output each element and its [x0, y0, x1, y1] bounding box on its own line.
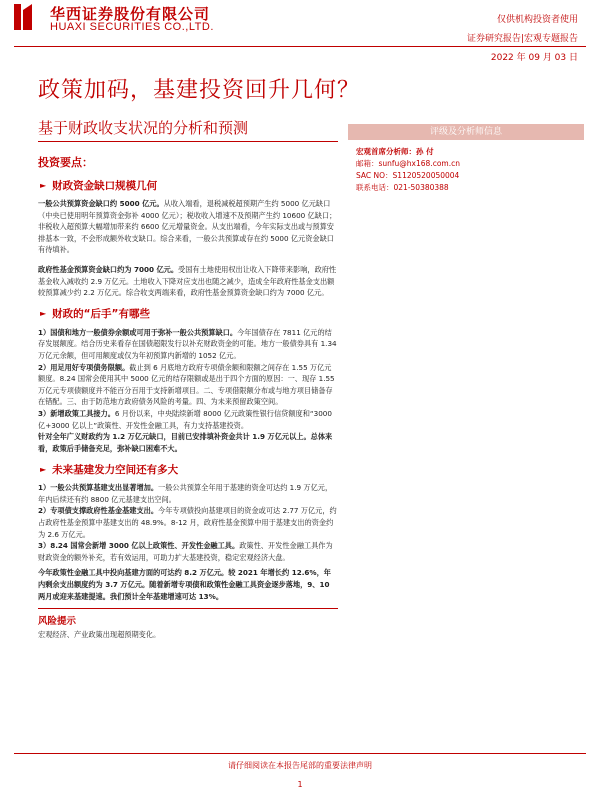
paragraph: 3）8.24 国常会新增 3000 亿以上政策性、开发性金融工具。政策性、开发性金融工具作为财政资金的额外补充，若有效运用，可助力扩大基建投资，稳定宏观经济大盘。 — [38, 541, 333, 562]
paragraph: 今年政策性金融工具中投向基建方面的可达约 8.2 万亿元。较 2021 年增长约 12.6%，年内剩余支出额度约为 3.7 万亿元。随着新增专项债和政策性金融工具资金逐步落地，9、10 两月或迎来基建提速。我们预计全年基建增速可达 13%。 — [38, 568, 331, 601]
risk-divider — [38, 608, 338, 609]
analyst-phone: 联系电话：021-50380388 — [356, 183, 449, 192]
company-name-en: HUAXI SECURITIES CO.,LTD. — [50, 21, 214, 33]
page-subtitle: 基于财政收支状况的分析和预测 — [38, 119, 249, 137]
risk-text: 宏观经济、产业政策出现超预期变化。 — [38, 630, 161, 640]
paragraph: 3）新增政策工具接力。6 月份以来，中央陆续新增 8000 亿元政策性银行信贷额度和“3000 亿+3000 亿以上”政策性、开发性金融工具，有力支持基建投资。 — [38, 408, 332, 430]
analyst-sac: SAC NO：S1120520050004 — [356, 171, 460, 180]
report-date: 2022 年 09 月 03 日 — [490, 53, 578, 63]
investment-highlights-heading: 投资要点： — [38, 156, 93, 169]
section-heading: ► 未来基建发力空间还有多大 — [40, 463, 179, 476]
analyst-role: 宏观首席分析师：孙 付 — [356, 147, 434, 156]
legal-notice: 请仔细阅读在本报告尾部的重要法律声明 — [228, 761, 372, 770]
analyst-info — [356, 146, 584, 194]
paragraph: 2）用足用好专项债务限额。截止到 6 月底地方政府专项债余额和限额之间存在 1.55 万亿元额度。8.24 国常会使用其中 5000 亿元的结存限额或是出于四个方面的原因：一、现存 1.55 万亿元专项债额度并不能百分百用于支持新增项目。二、专项借限额分布或与地方项目储备存在错配。三、由于防范地方政府债务风险的考量。四、为未来预留政策空间。 — [38, 362, 335, 407]
page-number: 1 — [297, 780, 303, 789]
paragraph: 政府性基金预算资金缺口约为 7000 亿元。受国有土地使用权出让收入下降带来影响，政府性基金收入减收约 2.9 万亿元。土地收入下降对应支出也随之减少，造成全年政府性基金支出额较预算减少约 2.2 万亿元。综合收支两端来看，政府性基金预算资金缺口约为 7000 亿元。 — [38, 264, 337, 298]
triangle-bullet-icon: ► — [40, 180, 47, 190]
paragraph: 1）一般公共预算基建支出显著增加。一般公共预算全年用于基建的资金可达约 1.9 万亿元，年内后续还有约 8800 亿元基建支出空间。 — [38, 483, 333, 504]
triangle-bullet-icon: ► — [40, 309, 47, 319]
analyst-box-title: 评级及分析师信息 — [348, 124, 584, 140]
audience-note: 仅供机构投资者使用 — [496, 15, 578, 25]
section-heading: ► 财政的“后手”有哪些 — [40, 308, 150, 321]
analyst-email: 邮箱：sunfu@hx168.com.cn — [356, 159, 460, 168]
triangle-bullet-icon: ► — [40, 464, 47, 474]
company-logo-icon — [14, 4, 32, 30]
footer-divider — [14, 753, 586, 754]
report-type: 证券研究报告|宏观专题报告 — [466, 34, 578, 44]
page-title: 政策加码，基建投资回升几何？ — [38, 78, 361, 103]
paragraph: 2）专项债支撑政府性基金基建支出。今年专项债投向基建项目的资金或可达 2.77 万亿元，约占政府性基金预算中基建支出的 48.9%。8-12 月，政府性基金预算中用于基建支出的资金约为 2.6 万亿元。 — [38, 506, 337, 539]
paragraph: 针对全年广义财政约为 1.2 万亿元缺口，目前已安排填补资金共计 1.9 万亿元以上。总体来看，政策后手储备充足，弥补缺口困难不大。 — [38, 432, 333, 453]
subtitle-divider — [38, 141, 338, 142]
header-divider — [14, 46, 586, 47]
risk-heading: 风险提示 — [38, 616, 77, 628]
paragraph: 一般公共预算资金缺口约 5000 亿元。从收入端看，退税减税超预期产生约 5000 亿元缺口（中央已使用明年预算资金弥补 4000 亿元）；税收收入增速不及预期产生约 10600 亿缺口；非税收入超预算大幅增加带来约 6600 亿元增量资金。从支出端看，今年实际支出或与预算安排基本一致，不会形成额外收支缺口。综合来看，一般公共预算或存在约 5000 亿元资金缺口有待填补。 — [38, 199, 337, 255]
company-name-cn: 华西证券股份有限公司 — [50, 5, 211, 23]
main-content — [38, 152, 338, 641]
section-heading: ► 财政资金缺口规模几何 — [40, 179, 158, 192]
paragraph: 1）国债和地方一般债券余额或可用于弥补一般公共预算缺口。今年国债存在 7811 亿元的结存发展额度。结合历史来看存在国债超限发行以补充财政资金的可能。地方一般债券具有 1.34 万亿元余额，但可用额度或仅为年初预算内新增的 1052 亿元。 — [38, 327, 337, 360]
